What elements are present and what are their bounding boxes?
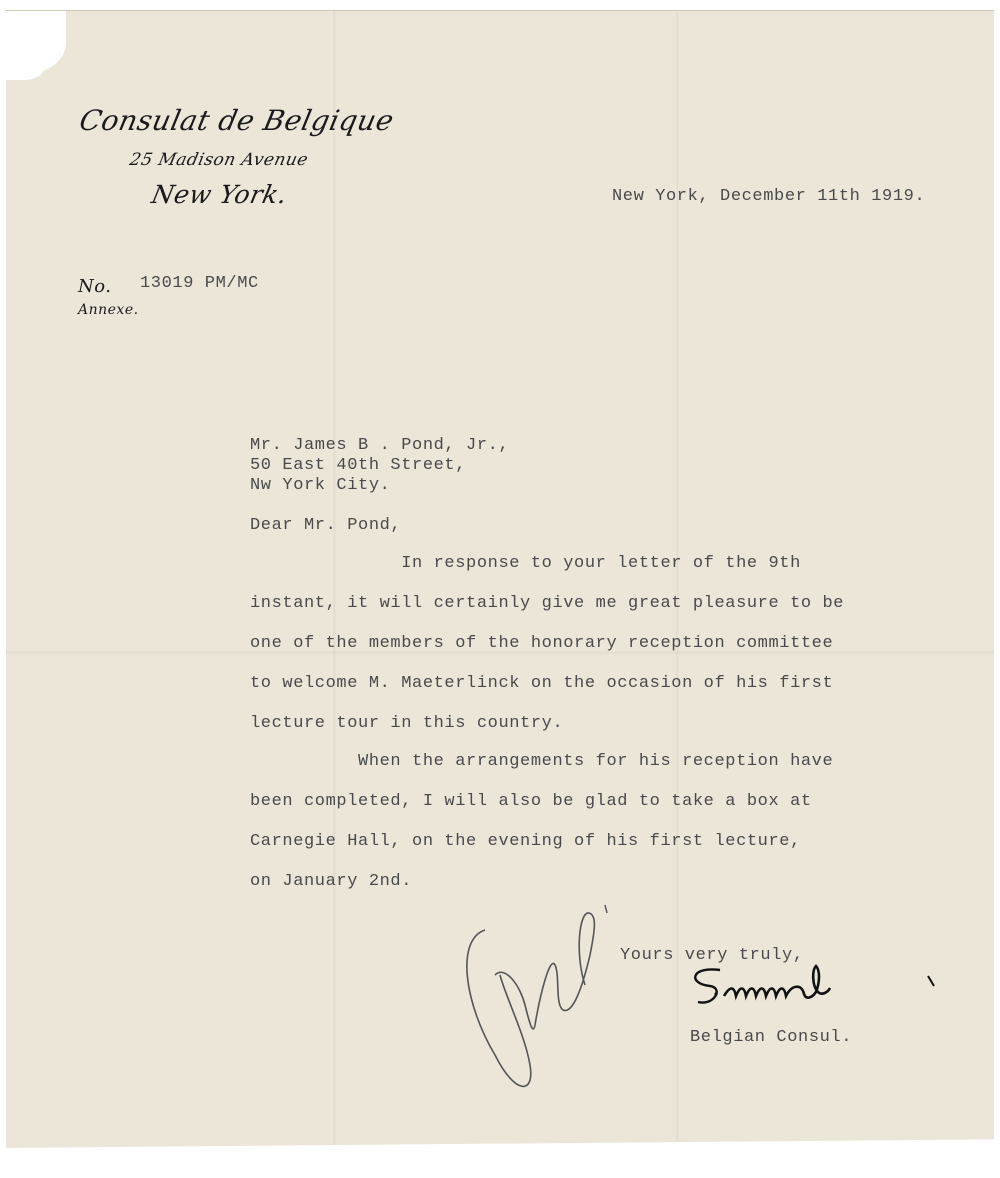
body-line: on January 2nd. — [250, 872, 413, 891]
recipient-city: Nw York City. — [250, 476, 391, 495]
torn-corner — [6, 11, 66, 73]
body-line: When the arrangements for his reception have — [250, 752, 834, 771]
body-line: to welcome M. Maeterlinck on the occasion of his first — [250, 674, 834, 693]
recipient-street: 50 East 40th Street, — [250, 456, 467, 475]
reference-label: No. — [78, 276, 112, 297]
body-line: Carnegie Hall, on the evening of his first lecture, — [250, 832, 801, 851]
body-line: been completed, I will also be glad to take a box at — [250, 792, 812, 811]
signer-title: Belgian Consul. — [690, 1028, 853, 1047]
body-line: one of the members of the honorary reception committee — [250, 634, 834, 653]
letterhead-address: 25 Madison Avenue — [127, 150, 311, 170]
dateline: New York, December 11th 1919. — [612, 187, 926, 206]
pencil-annotation — [455, 895, 625, 1095]
reference-number: 13019 PM/MC — [140, 274, 259, 293]
body-line: instant, it will certainly give me great pleasure to be — [250, 594, 845, 613]
torn-corner-edge — [6, 66, 44, 80]
letterhead-city: New York. — [148, 180, 291, 209]
annexe-label: Annexe. — [78, 302, 139, 318]
letterhead-name: Consulat de Belgique — [76, 104, 397, 137]
closing: Yours very truly, — [620, 946, 804, 965]
body-line: In response to your letter of the 9th — [250, 554, 801, 573]
signature-mark — [680, 962, 950, 1012]
recipient-name: Mr. James B . Pond, Jr., — [250, 436, 510, 455]
salutation: Dear Mr. Pond, — [250, 516, 402, 535]
body-line: lecture tour in this country. — [250, 714, 564, 733]
